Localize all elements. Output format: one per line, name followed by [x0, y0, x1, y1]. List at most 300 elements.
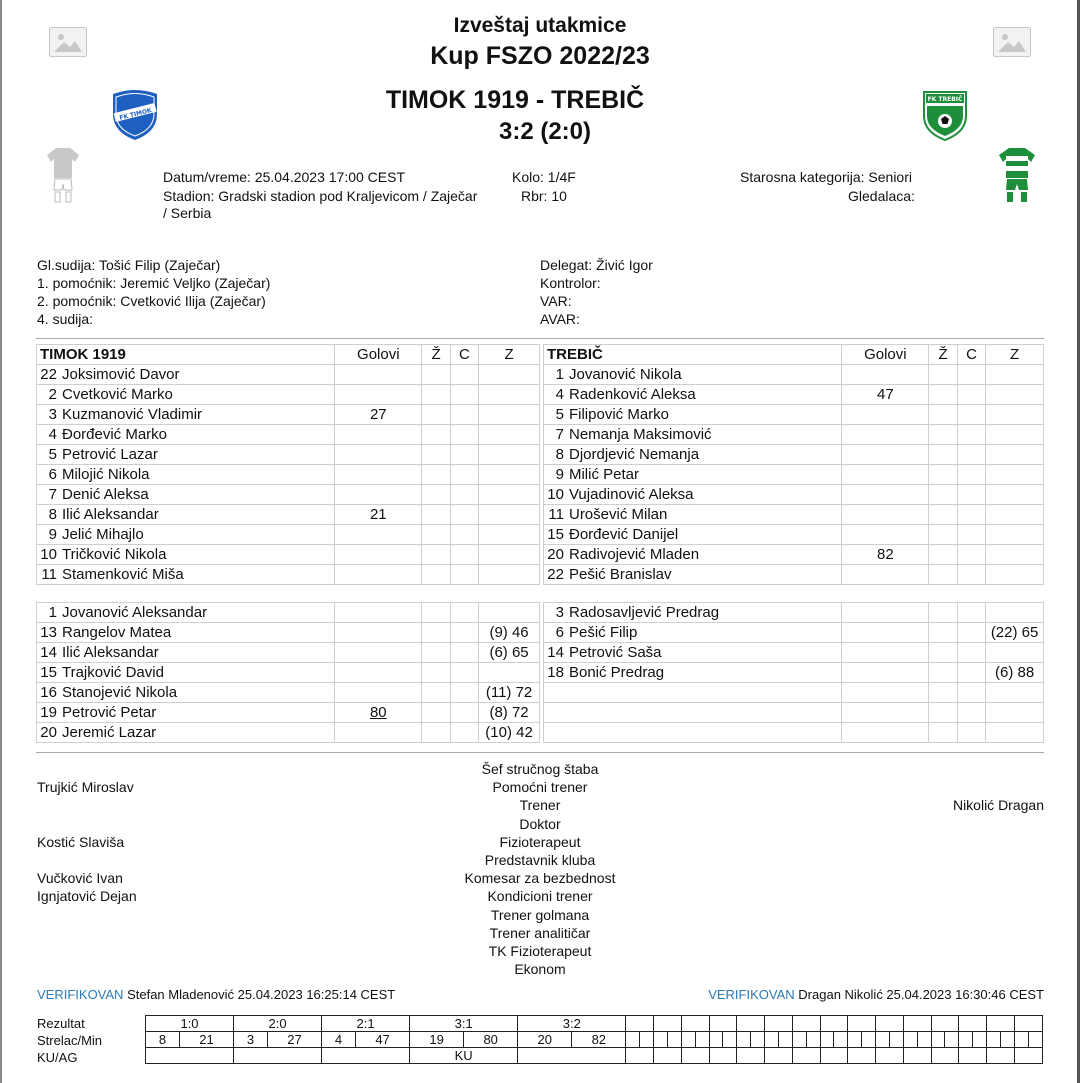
- player-yellow-card: [929, 603, 957, 623]
- player-row: [37, 643, 540, 663]
- player-number: [544, 723, 566, 743]
- player-red-card: [957, 663, 985, 683]
- player-goals: [842, 643, 929, 663]
- player-substitution: [986, 683, 1044, 703]
- age-category: Starosna kategorija: Seniori: [740, 169, 912, 185]
- scorer-number-cell: [959, 1032, 973, 1048]
- result-cell: 3:1: [410, 1016, 518, 1032]
- home-roster-body: [37, 345, 540, 585]
- player-name: [566, 683, 842, 703]
- player-name: Radenković Aleksa: [566, 385, 842, 405]
- player-number: 15: [544, 525, 566, 545]
- match-round: Kolo: 1/4F: [512, 169, 576, 185]
- player-number: 10: [544, 485, 566, 505]
- result-cell: [709, 1016, 737, 1032]
- player-substitution: (11) 72: [479, 683, 540, 703]
- player-yellow-card: [929, 663, 957, 683]
- player-number: 5: [544, 405, 566, 425]
- player-substitution: [986, 505, 1044, 525]
- svg-text:FK TREBIČ: FK TREBIČ: [927, 96, 963, 103]
- official-assistant-1: 1. pomoćnik: Jeremić Veljko (Zaječar): [37, 275, 271, 291]
- player-substitution: [479, 405, 540, 425]
- player-substitution: [479, 425, 540, 445]
- scorer-minute-cell: 47: [356, 1032, 410, 1048]
- player-red-card: [957, 603, 985, 623]
- player-name: [566, 703, 842, 723]
- player-substitution: [479, 525, 540, 545]
- player-substitution: [479, 545, 540, 565]
- player-goals: 82: [842, 545, 929, 565]
- player-goals: [842, 425, 929, 445]
- player-number: 22: [544, 565, 566, 585]
- player-number: 22: [37, 365, 59, 385]
- player-yellow-card: [422, 365, 450, 385]
- player-red-card: [957, 703, 985, 723]
- home-club-logo: [110, 88, 160, 147]
- player-row: [37, 505, 540, 525]
- player-row: [37, 485, 540, 505]
- away-subs-table: [543, 602, 1044, 743]
- player-substitution: [986, 565, 1044, 585]
- ku-ag-cell: [903, 1048, 931, 1064]
- player-yellow-card: [929, 405, 957, 425]
- player-substitution: (6) 88: [986, 663, 1044, 683]
- ku-ag-cell: [876, 1048, 904, 1064]
- player-row: [37, 683, 540, 703]
- player-number: 11: [544, 505, 566, 525]
- home-roster-table: [36, 344, 540, 585]
- player-yellow-card: [422, 643, 450, 663]
- match-title: TIMOK 1919 - TREBIČ: [385, 86, 645, 114]
- player-yellow-card: [422, 663, 450, 683]
- player-goals: [335, 425, 422, 445]
- result-label: Rezultat: [37, 1016, 85, 1031]
- player-number: 11: [37, 565, 59, 585]
- player-goals: [842, 703, 929, 723]
- player-name: Djordjević Nemanja: [566, 445, 842, 465]
- result-cell: 2:0: [234, 1016, 322, 1032]
- official-controller: Kontrolor:: [540, 275, 601, 291]
- player-name: Cvetković Marko: [59, 385, 335, 405]
- spectators: Gledalaca:: [848, 188, 915, 204]
- ku-ag-cell: [737, 1048, 765, 1064]
- player-substitution: [479, 565, 540, 585]
- player-red-card: [957, 683, 985, 703]
- home-subs-body: [37, 603, 540, 743]
- scorer-number-cell: [681, 1032, 695, 1048]
- scorer-number-cell: [931, 1032, 945, 1048]
- player-goals: [335, 723, 422, 743]
- player-substitution: [986, 425, 1044, 445]
- staff-role: Šef stručnog štaba: [481, 761, 599, 777]
- player-number: 7: [37, 485, 59, 505]
- player-red-card: [450, 425, 478, 445]
- player-red-card: [957, 365, 985, 385]
- home-team-name: TIMOK 1919: [37, 345, 335, 365]
- scorer-minute-cell: [1000, 1032, 1014, 1048]
- player-goals: [335, 663, 422, 683]
- staff-role: Ekonom: [514, 961, 566, 978]
- player-row: [37, 445, 540, 465]
- ku-ag-cell: [765, 1048, 793, 1064]
- player-number: 5: [37, 445, 59, 465]
- verified-by: Stefan Mladenović 25.04.2023 16:25:14 CEST: [127, 987, 396, 1002]
- player-yellow-card: [929, 485, 957, 505]
- player-substitution: [986, 643, 1044, 663]
- ku-ag-cell: [987, 1048, 1015, 1064]
- player-goals: [335, 465, 422, 485]
- player-goals: [842, 465, 929, 485]
- player-red-card: [450, 365, 478, 385]
- player-substitution: [986, 465, 1044, 485]
- player-yellow-card: [929, 365, 957, 385]
- player-name: Trajković David: [59, 663, 335, 683]
- result-cell: [987, 1016, 1015, 1032]
- ku-ag-cell: [820, 1048, 848, 1064]
- score-progression-body: [146, 1016, 1043, 1064]
- scorer-minute-cell: [917, 1032, 931, 1048]
- player-goals: [335, 525, 422, 545]
- player-name: Urošević Milan: [566, 505, 842, 525]
- official-assistant-2: 2. pomoćnik: Cvetković Ilija (Zaječar): [37, 293, 266, 309]
- player-row: [544, 723, 1044, 743]
- staff-role: Trener analitičar: [489, 924, 591, 941]
- player-name: Filipović Marko: [566, 405, 842, 425]
- player-substitution: [986, 723, 1044, 743]
- scorer-number-cell: [987, 1032, 1001, 1048]
- player-goals: [842, 623, 929, 643]
- player-red-card: [450, 465, 478, 485]
- player-name: Radosavljević Predrag: [566, 603, 842, 623]
- player-name: Jovanović Nikola: [566, 365, 842, 385]
- official-avar: AVAR:: [540, 311, 580, 327]
- home-staff-row: Kostić Slaviša: [37, 833, 125, 850]
- player-yellow-card: [929, 683, 957, 703]
- player-row: [544, 683, 1044, 703]
- ku-ag-cell: [681, 1048, 709, 1064]
- official-fourth-referee: 4. sudija:: [37, 311, 94, 327]
- player-red-card: [957, 565, 985, 585]
- player-row: [37, 465, 540, 485]
- officials-right: [540, 256, 653, 328]
- away-team-name: TREBIČ: [544, 345, 842, 365]
- scorer-minute-cell: [806, 1032, 820, 1048]
- scorer-minute-cell: [862, 1032, 876, 1048]
- result-cell: [654, 1016, 682, 1032]
- player-number: 16: [37, 683, 59, 703]
- player-number: 1: [37, 603, 59, 623]
- player-goals: [842, 365, 929, 385]
- player-name: Ilić Aleksandar: [59, 505, 335, 525]
- player-name: Đorđević Marko: [59, 425, 335, 445]
- player-substitution: [986, 405, 1044, 425]
- scorer-number-cell: [626, 1032, 640, 1048]
- player-row: [544, 365, 1044, 385]
- player-number: 3: [544, 603, 566, 623]
- player-yellow-card: [929, 525, 957, 545]
- player-substitution: [986, 525, 1044, 545]
- player-goals: 21: [335, 505, 422, 525]
- player-goals: 27: [335, 405, 422, 425]
- staff-role: TK Fizioterapeut: [488, 943, 592, 960]
- player-row: [544, 485, 1044, 505]
- player-number: 9: [37, 525, 59, 545]
- player-row: [544, 525, 1044, 545]
- score-progression-table: [145, 1015, 1043, 1064]
- player-goals: [842, 405, 929, 425]
- scorer-number-cell: 19: [410, 1032, 464, 1048]
- player-red-card: [450, 623, 478, 643]
- player-red-card: [450, 663, 478, 683]
- ku-ag-cell: [146, 1048, 234, 1064]
- player-yellow-card: [422, 545, 450, 565]
- ku-ag-cell: [322, 1048, 410, 1064]
- ku-ag-cell: [234, 1048, 322, 1064]
- player-red-card: [957, 465, 985, 485]
- player-yellow-card: [422, 465, 450, 485]
- player-name: Petrović Petar: [59, 703, 335, 723]
- scorer-number-cell: 8: [146, 1032, 180, 1048]
- player-red-card: [450, 683, 478, 703]
- player-red-card: [450, 505, 478, 525]
- player-substitution: [986, 703, 1044, 723]
- ku-ag-row: [146, 1048, 1043, 1064]
- player-substitution: [986, 603, 1044, 623]
- player-number: 6: [544, 623, 566, 643]
- scorer-number-cell: 4: [322, 1032, 356, 1048]
- scorer-minute-cell: [973, 1032, 987, 1048]
- player-goals: [335, 643, 422, 663]
- player-red-card: [957, 445, 985, 465]
- player-number: 3: [37, 405, 59, 425]
- scorer-minute-cell: [1028, 1032, 1042, 1048]
- scorer-number-cell: 3: [234, 1032, 268, 1048]
- player-number: 4: [37, 425, 59, 445]
- player-name: Đorđević Danijel: [566, 525, 842, 545]
- player-row: [544, 623, 1044, 643]
- scorer-number-cell: [903, 1032, 917, 1048]
- result-cell: [626, 1016, 654, 1032]
- player-name: Joksimović Davor: [59, 365, 335, 385]
- sub-column-header: Z: [986, 345, 1044, 365]
- match-stadium: Stadion: Gradski stadion pod Kraljevicom / Zaječar: [163, 188, 478, 204]
- player-goals: [335, 445, 422, 465]
- player-name: Petrović Lazar: [59, 445, 335, 465]
- player-substitution: [479, 505, 540, 525]
- player-substitution: [986, 445, 1044, 465]
- player-substitution: [986, 365, 1044, 385]
- sub-column-header: Z: [479, 345, 540, 365]
- player-substitution: [479, 485, 540, 505]
- result-cell: [848, 1016, 876, 1032]
- ku-ag-cell: [654, 1048, 682, 1064]
- result-cell: [765, 1016, 793, 1032]
- player-red-card: [450, 445, 478, 465]
- player-red-card: [450, 703, 478, 723]
- player-substitution: [479, 663, 540, 683]
- scorer-minute-cell: [723, 1032, 737, 1048]
- player-name: Kuzmanović Vladimir: [59, 405, 335, 425]
- ku-ag-cell: [792, 1048, 820, 1064]
- staff-role: Trener: [519, 797, 561, 814]
- player-goals: [335, 385, 422, 405]
- scorer-minute-cell: 80: [464, 1032, 518, 1048]
- player-substitution: (10) 42: [479, 723, 540, 743]
- player-goals: 80: [335, 703, 422, 723]
- divider: [36, 752, 1044, 753]
- player-number: 14: [544, 643, 566, 663]
- player-yellow-card: [422, 603, 450, 623]
- player-row: [37, 565, 540, 585]
- ku-ag-label: KU/AG: [37, 1050, 78, 1065]
- player-row: [37, 405, 540, 425]
- player-name: Nemanja Maksimović: [566, 425, 842, 445]
- official-var: VAR:: [540, 293, 572, 309]
- svg-text:FK TIMOK: FK TIMOK: [118, 107, 153, 122]
- match-rbr: Rbr: 10: [521, 188, 567, 204]
- scorer-minute-cell: [889, 1032, 903, 1048]
- player-number: 19: [37, 703, 59, 723]
- away-roster-header: [544, 345, 1044, 365]
- result-cell: [681, 1016, 709, 1032]
- player-red-card: [450, 385, 478, 405]
- scorer-minute-cell: [945, 1032, 959, 1048]
- player-goals: [335, 683, 422, 703]
- verified-label: VERIFIKOVAN: [37, 987, 124, 1002]
- player-name: Milić Petar: [566, 465, 842, 485]
- goals-column-header: Golovi: [335, 345, 422, 365]
- player-yellow-card: [422, 425, 450, 445]
- player-yellow-card: [929, 623, 957, 643]
- player-row: [37, 663, 540, 683]
- player-yellow-card: [422, 445, 450, 465]
- red-column-header: C: [957, 345, 985, 365]
- player-row: [37, 545, 540, 565]
- player-name: Jelić Mihajlo: [59, 525, 335, 545]
- player-goals: [335, 365, 422, 385]
- player-yellow-card: [422, 385, 450, 405]
- player-yellow-card: [422, 565, 450, 585]
- scorer-minute-cell: [640, 1032, 654, 1048]
- divider: [36, 338, 1044, 339]
- player-red-card: [957, 425, 985, 445]
- player-row: [544, 425, 1044, 445]
- player-number: 6: [37, 465, 59, 485]
- player-name: Stanojević Nikola: [59, 683, 335, 703]
- scorer-number-cell: [709, 1032, 723, 1048]
- player-row: [37, 385, 540, 405]
- player-name: Denić Aleksa: [59, 485, 335, 505]
- scorer-minute-cell: 82: [572, 1032, 626, 1048]
- verified-by: Dragan Nikolić 25.04.2023 16:30:46 CEST: [798, 987, 1044, 1002]
- home-staff-row: [37, 760, 337, 778]
- result-cell: [792, 1016, 820, 1032]
- scorer-minute-cell: [834, 1032, 848, 1048]
- scorer-minute-cell: [778, 1032, 792, 1048]
- result-cell: [903, 1016, 931, 1032]
- result-cell: [820, 1016, 848, 1032]
- verified-label: VERIFIKOVAN: [708, 987, 795, 1002]
- result-cell: [1014, 1016, 1042, 1032]
- result-cell: 3:2: [518, 1016, 626, 1032]
- home-staff-row: Ignjatović Dejan: [37, 888, 137, 905]
- away-staff-trener: Nikolić Dragan: [952, 797, 1044, 813]
- scorer-number-cell: [792, 1032, 806, 1048]
- result-cell: 1:0: [146, 1016, 234, 1032]
- ku-ag-cell: [1014, 1048, 1042, 1064]
- player-yellow-card: [422, 723, 450, 743]
- player-row: [544, 643, 1044, 663]
- player-goals: [842, 603, 929, 623]
- player-goals: [335, 545, 422, 565]
- scorer-number-cell: [765, 1032, 779, 1048]
- player-goals: [842, 505, 929, 525]
- player-number: 15: [37, 663, 59, 683]
- scorer-minute-cell: [695, 1032, 709, 1048]
- player-yellow-card: [929, 425, 957, 445]
- home-staff-row: Vučković Ivan: [37, 870, 123, 887]
- competition-title: Kup FSZO 2022/23: [430, 42, 650, 70]
- result-cell: [876, 1016, 904, 1032]
- player-number: 8: [544, 445, 566, 465]
- player-yellow-card: [422, 623, 450, 643]
- player-substitution: [986, 545, 1044, 565]
- scorer-number-cell: [848, 1032, 862, 1048]
- player-yellow-card: [422, 485, 450, 505]
- result-cell: [737, 1016, 765, 1032]
- player-row: [544, 405, 1044, 425]
- home-kit-icon: [46, 146, 80, 209]
- player-red-card: [450, 485, 478, 505]
- goals-column-header: Golovi: [842, 345, 929, 365]
- player-yellow-card: [929, 643, 957, 663]
- player-red-card: [957, 525, 985, 545]
- player-yellow-card: [929, 505, 957, 525]
- player-goals: [842, 663, 929, 683]
- player-row: [37, 525, 540, 545]
- player-red-card: [450, 545, 478, 565]
- result-cell: 2:1: [322, 1016, 410, 1032]
- scorer-number-cell: [820, 1032, 834, 1048]
- away-kit-icon: [998, 146, 1036, 209]
- player-number: [544, 703, 566, 723]
- player-yellow-card: [422, 505, 450, 525]
- score-labels: [37, 1015, 102, 1066]
- yellow-column-header: Ž: [929, 345, 957, 365]
- player-red-card: [957, 643, 985, 663]
- player-yellow-card: [929, 545, 957, 565]
- player-row: [544, 545, 1044, 565]
- player-row: [37, 623, 540, 643]
- official-delegate: Delegat: Živić Igor: [540, 257, 653, 273]
- player-name: Petrović Saša: [566, 643, 842, 663]
- player-substitution: (22) 65: [986, 623, 1044, 643]
- scorer-number-cell: [1014, 1032, 1028, 1048]
- staff-roles-list: [390, 760, 690, 978]
- away-roster-table: [543, 344, 1044, 585]
- player-goals: 47: [842, 385, 929, 405]
- player-red-card: [450, 565, 478, 585]
- player-number: 7: [544, 425, 566, 445]
- ku-ag-cell: [626, 1048, 654, 1064]
- staff-role: Komesar za bezbednost: [464, 870, 616, 887]
- player-goals: [842, 445, 929, 465]
- player-goals: [842, 485, 929, 505]
- player-name: [566, 723, 842, 743]
- player-yellow-card: [929, 445, 957, 465]
- scorer-number-cell: [876, 1032, 890, 1048]
- player-number: 18: [544, 663, 566, 683]
